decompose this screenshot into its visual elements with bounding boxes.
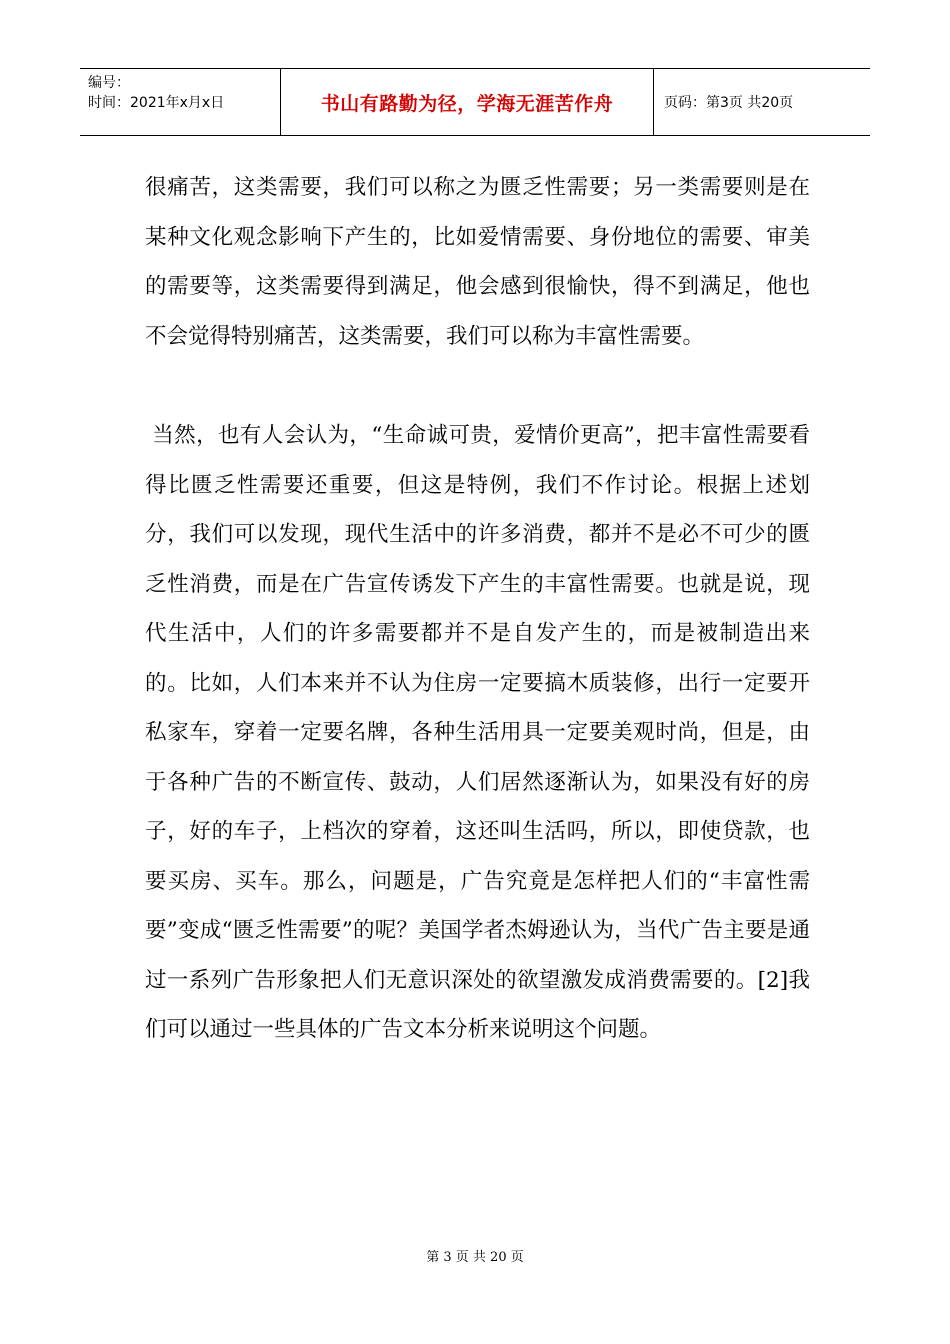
page-header — [80, 68, 870, 136]
header-page-code: 页码：第3页 共20页 — [664, 95, 794, 111]
number-label: 编号： — [88, 75, 130, 91]
page-footer: 第 3 页 共 20 页 — [426, 1250, 524, 1265]
paragraph-spacer — [145, 361, 810, 411]
document-body — [145, 163, 810, 1055]
header-motto-cell — [281, 69, 654, 135]
time-label: 时间：2021年x月x日 — [88, 95, 225, 111]
paragraph-2: 当然，也有人会认为，“生命诚可贵，爱情价更高”，把丰富性需要看得比匮乏性需要还重要，但这是特例，我们不作讨论。根据上述划分，我们可以发现，现代生活中的许多消费，都并不是必不可少的匮乏性消费，而是在广告宣传诱发下产生的丰富性需要。也就是说，现代生活中，人们的许多需要都并不是自发产生的，而是被制造出来的。比如，人们本来并不认为住房一定要搞木质装修，出行一定要开私家车，穿着一定要名牌，各种生活用具一定要美观时尚，但是，由于各种广告的不断宣传、鼓动，人们居然逐渐认为，如果没有好的房子，好的车子，上档次的穿着，这还叫生活吗，所以，即使贷款，也要买房、买车。那么，问题是，广告究竟是怎样把人们的“丰富性需要”变成“匮乏性需要”的呢？美国学者杰姆逊认为，当代广告主要是通过一系列广告形象把人们无意识深处的欲望激发成消费需要的。[2]我们可以通过一些具体的广告文本分析来说明这个问题。 — [145, 423, 810, 1042]
header-page-code-cell — [654, 69, 870, 135]
paragraph-1: 很痛苦，这类需要，我们可以称之为匮乏性需要；另一类需要则是在某种文化观念影响下产生的，比如爱情需要、身份地位的需要、审美的需要等，这类需要得到满足，他会感到很愉快，得不到满足，他也不会觉得特别痛苦，这类需要，我们可以称为丰富性需要。 — [145, 175, 810, 349]
header-motto: 书山有路勤为径，学海无涯苦作舟 — [320, 92, 614, 115]
header-meta — [80, 69, 281, 135]
